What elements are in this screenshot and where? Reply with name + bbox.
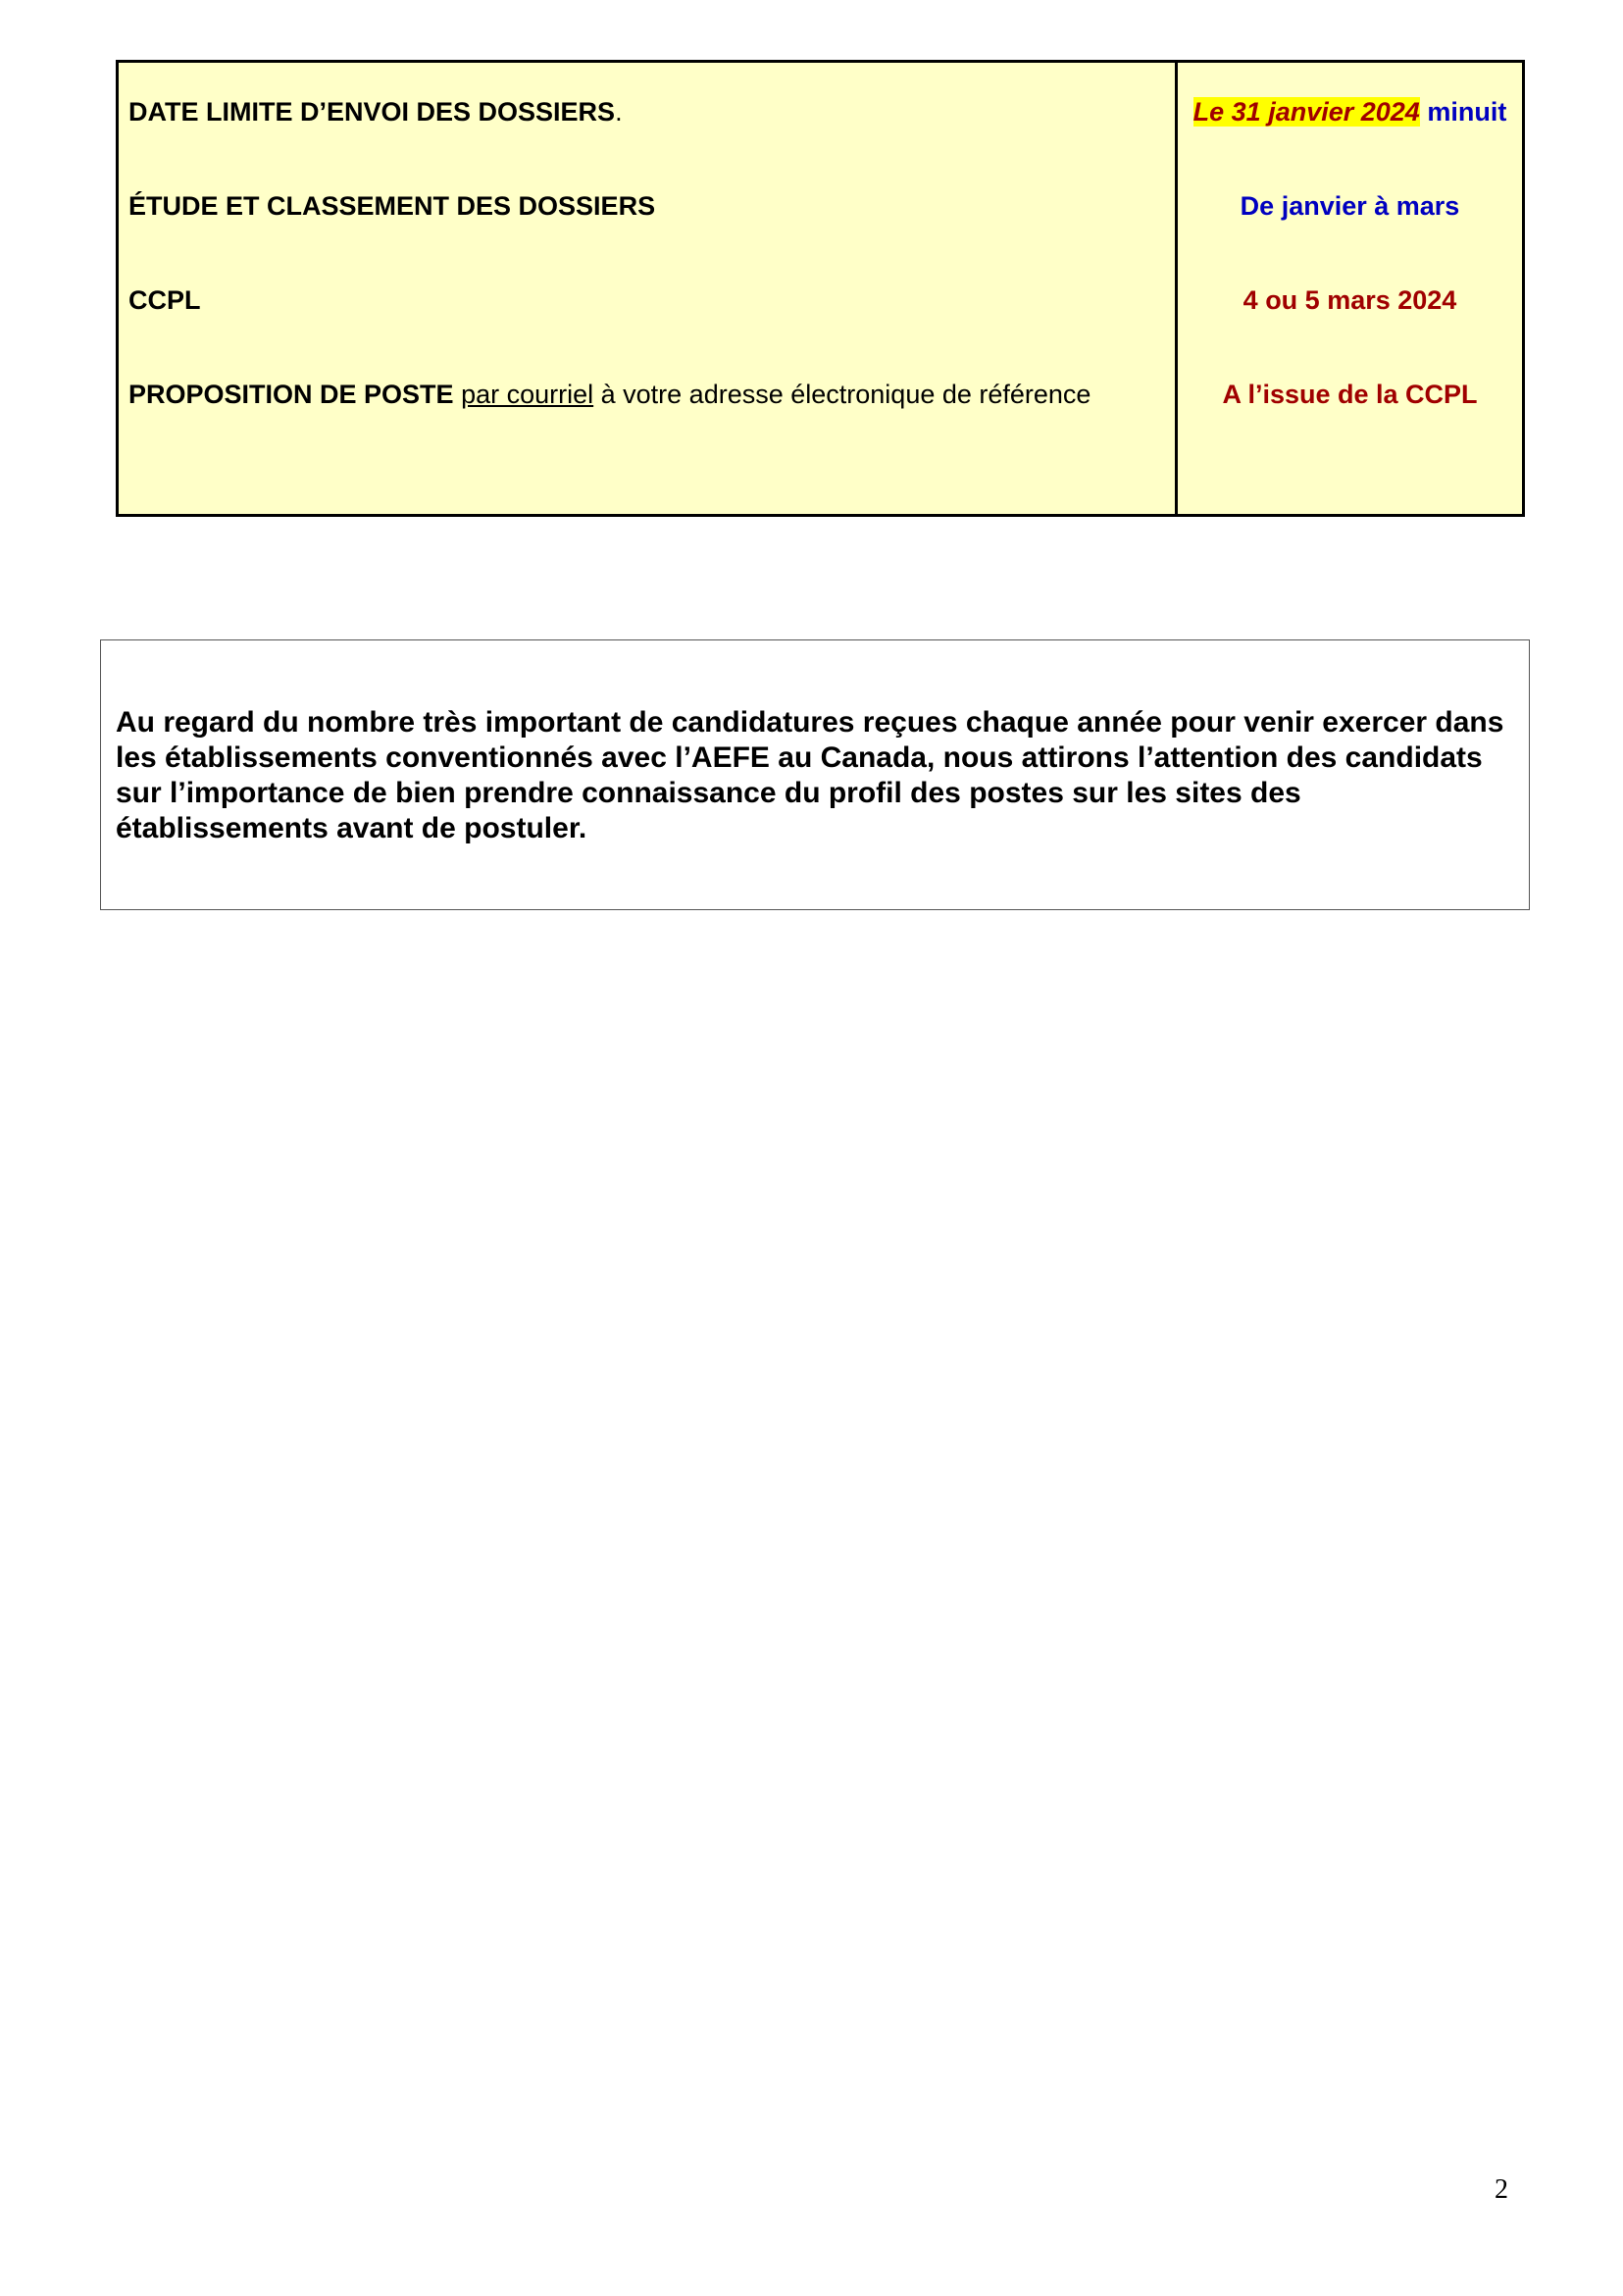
- study-label-strong: ÉTUDE ET CLASSEMENT DES DOSSIERS: [128, 191, 656, 221]
- study-label: [128, 189, 655, 223]
- schedule-dates-column: [1178, 63, 1522, 514]
- offer-label-rest: à votre adresse électronique de référence: [593, 380, 1091, 409]
- schedule-table: [116, 60, 1525, 517]
- study-value: De janvier à mars: [1240, 191, 1460, 221]
- offer-value: A l’issue de la CCPL: [1222, 380, 1478, 409]
- deadline-label-period: .: [615, 97, 623, 127]
- ccpl-label: [128, 283, 201, 317]
- schedule-labels-column: [119, 63, 1178, 514]
- offer-label: [128, 378, 1090, 411]
- deadline-label-strong: DATE LIMITE D’ENVOI DES DOSSIERS: [128, 97, 616, 127]
- deadline-value: [1178, 95, 1522, 128]
- offer-label-strong: PROPOSITION DE POSTE: [128, 380, 454, 409]
- notice-box: [100, 639, 1530, 910]
- offer-label-space: [454, 380, 462, 409]
- deadline-label: [128, 95, 623, 128]
- deadline-date-highlight: Le 31 janvier 2024: [1192, 97, 1420, 127]
- notice-text: Au regard du nombre très important de candidatures reçues chaque année pour venir exercer dans les établissements conventionnés avec l’AEFE au Canada, nous attirons l’attention des candidats sur l’importance de bien prendre connaissance du profil des postes sur les sites des établissements avant de postuler.: [116, 706, 1504, 844]
- deadline-time: minuit: [1419, 97, 1507, 127]
- page-number: 2: [1495, 2174, 1508, 2205]
- ccpl-value: 4 ou 5 mars 2024: [1243, 285, 1457, 315]
- ccpl-label-strong: CCPL: [128, 285, 201, 315]
- offer-label-email: par courriel: [461, 380, 594, 409]
